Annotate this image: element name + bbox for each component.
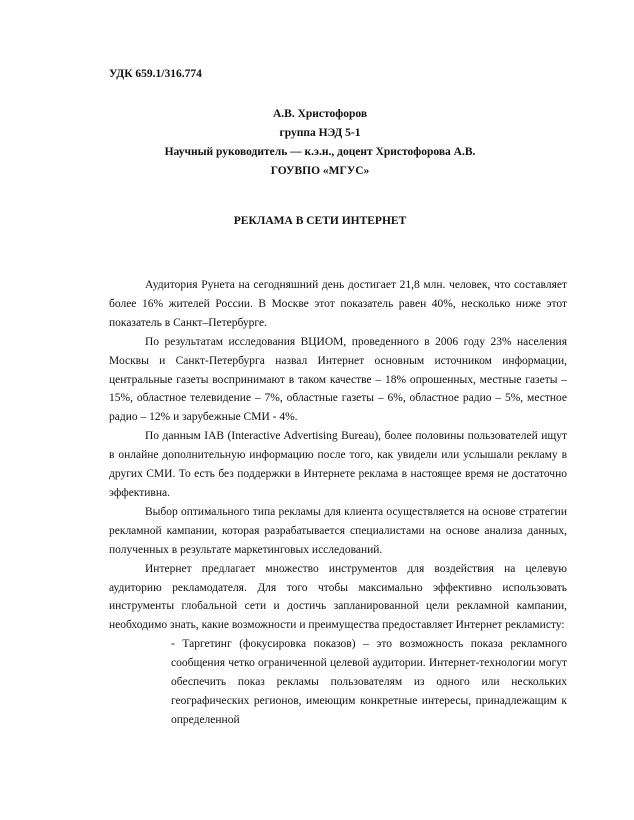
paragraph: Выбор оптимального типа рекламы для клиента осуществляется на основе стратегии рекламной кампании, которая разрабатывается специалистами на основе анализа данных, полученных в результате маркетинговых исследований. [109,505,567,556]
author-name: А.В. Христофоров [272,108,368,120]
paragraph: По результатам исследования ВЦИОМ, проведенного в 2006 году 23% населения Москвы и Санкт-Петербурга назвал Интернет основным источником информации, центральные газеты воспринимают в таком качестве – 18% опрошенных, местные газеты – 15%, областное телевидение – 7%, областные газеты – 6%, областное радио – 5%, местное радио – 12% и зарубежные СМИ - 4%. [109,335,567,424]
list-item-text: - Таргетинг (фокусировка показов) – это возможность показа рекламного сообщения четко ограниченной целевой аудитории. Интернет-технологии могут обеспечить показ рекламы пользователям из одного или нескольких географических регионов, имеющим конкретные интересы, принадлежащим к определенной [171,638,567,726]
paragraph: Аудитория Рунета на сегодняшний день достигает 21,8 млн. человек, что составляет более 16% жителей России. В Москве этот показатель равен 40%, несколько ниже этот показатель в Санкт–Петербурге. [109,279,567,329]
article-title: РЕКЛАМА В СЕТИ ИНТЕРНЕТ [233,215,407,227]
paragraph: Интернет предлагает множество инструментов для воздействия на целевую аудиторию рекламодателя. Для того чтобы максимально эффективно использовать инструменты глобальной сети и достичь запланированной цели рекламной кампании, необходимо знать, какие возможности и преимущества предоставляет Интернет рекламисту: [109,562,567,632]
institution: ГОУВПО «МГУС» [270,165,370,177]
scientific-advisor: Научный руководитель — к.э.н., доцент Христофорова А.В. [164,146,476,158]
paragraph: По данным IAB (Interactive Advertising Bureau), более половины пользователей ищут в онлайне дополнительную информацию после того, как увидели или услышали рекламу в других СМИ. То есть без поддержки в Интернете реклама в настоящее время не достаточно эффективна. [109,430,567,499]
udk-code: УДК 659.1/316.774 [109,68,202,80]
article-body [109,276,567,730]
list-item-targeting [109,635,567,730]
student-group: группа НЭД 5-1 [279,127,361,139]
